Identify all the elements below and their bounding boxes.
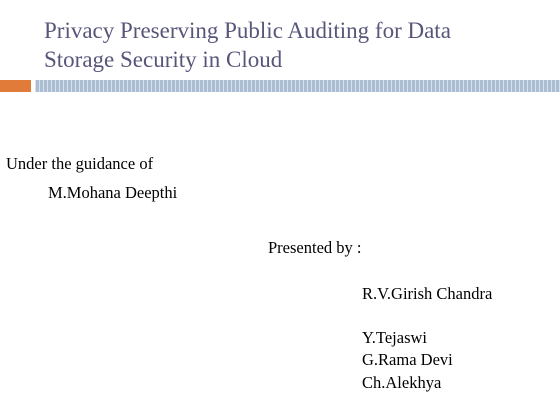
presenter-name: Ch.Alekhya [362, 373, 442, 392]
presented-by-label: Presented by : [268, 238, 362, 257]
presenter-name: G.Rama Devi [362, 350, 453, 369]
slide-title-line-2: Storage Security in Cloud [44, 47, 283, 72]
accent-bar-blue [35, 80, 560, 92]
presenter-name: Y.Tejaswi [362, 328, 427, 347]
guide-name: M.Mohana Deepthi [48, 183, 178, 202]
slide-title [44, 16, 544, 74]
slide-title-line-1: Privacy Preserving Public Auditing for Data [44, 18, 451, 43]
guidance-label: Under the guidance of [6, 154, 154, 173]
accent-bar-orange [0, 80, 31, 92]
presenter-name: R.V.Girish Chandra [362, 284, 493, 303]
